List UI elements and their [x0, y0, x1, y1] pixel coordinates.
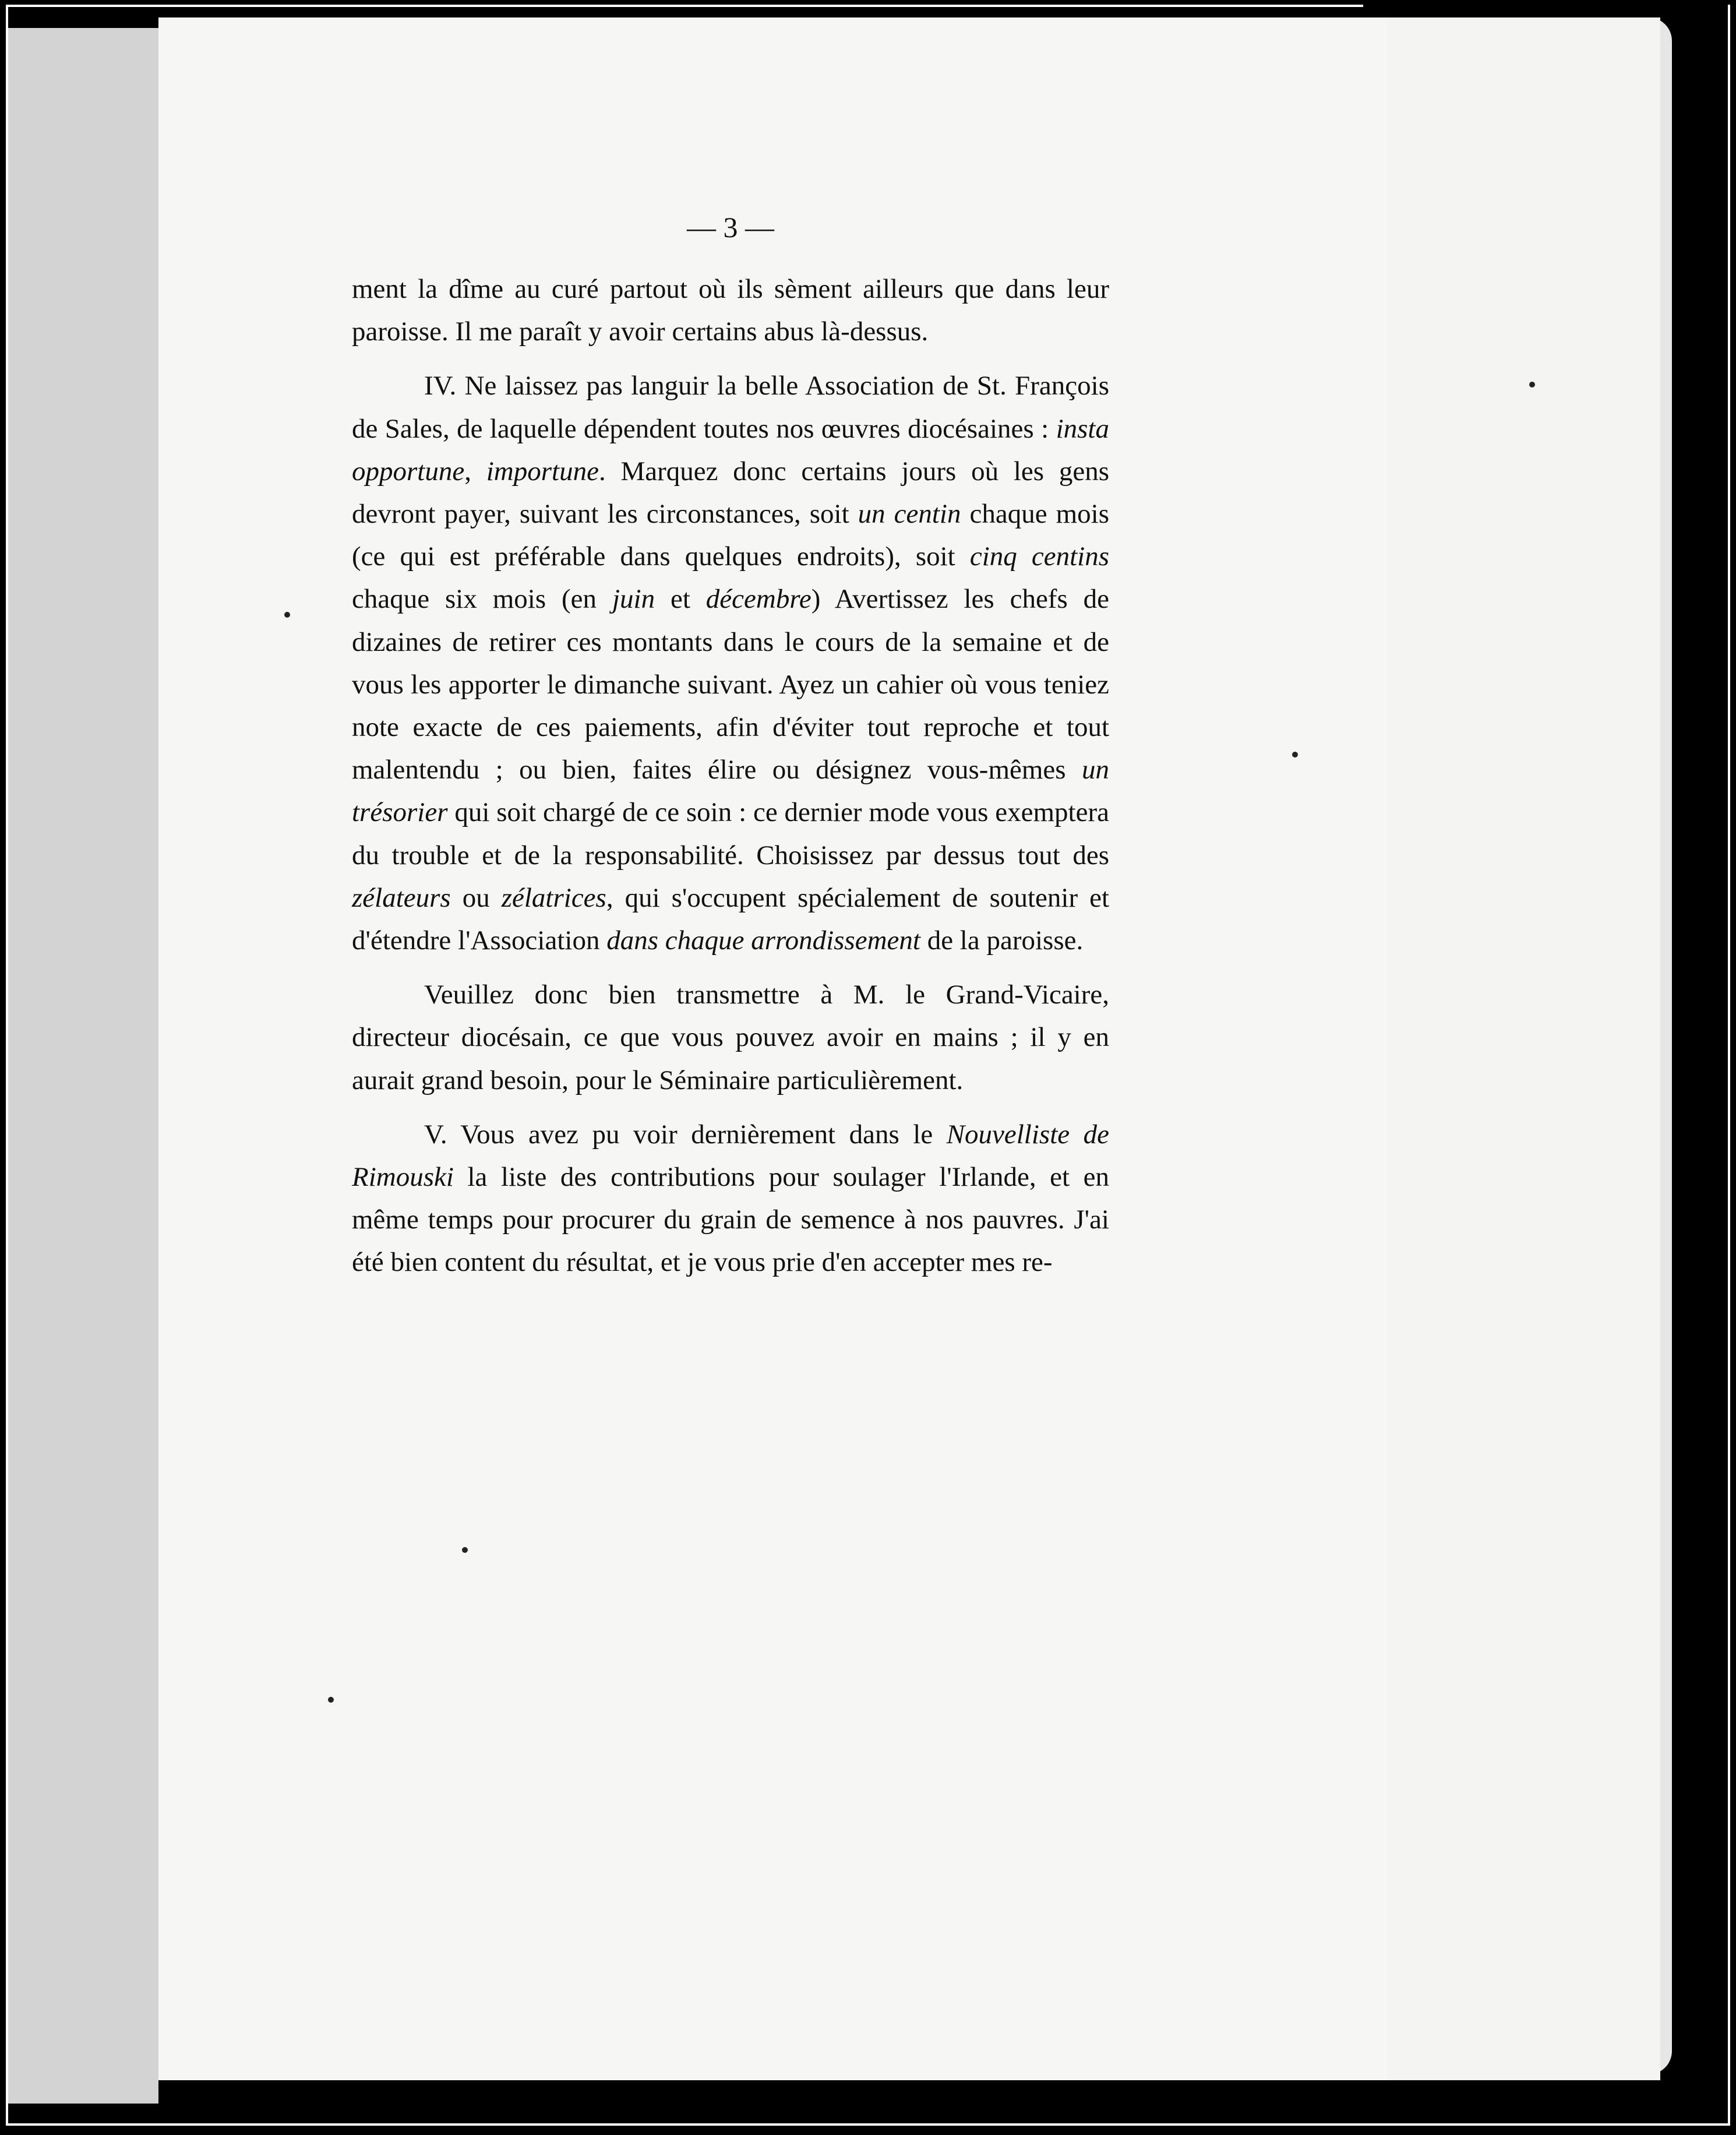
- text-run: ou: [450, 882, 502, 913]
- text-run: IV. Ne laissez pas languir la belle Association de St. François de Sales, de laquelle dépendent toutes nos œuvres diocésaines :: [352, 371, 1109, 444]
- text-run: Veuillez donc bien transmettre à M. le Grand-Vicaire, directeur diocésain, ce que vous pouvez avoir en mains ; il y en aurait grand besoin, pour le Séminaire particulièrement.: [352, 980, 1109, 1095]
- speck: [1292, 752, 1298, 758]
- document-text: [352, 210, 1109, 1284]
- text-run: . Marquez donc certains jours où les gens devront payer, suivant les circonstances, soit: [352, 456, 1110, 530]
- italic-run: un centin: [858, 499, 961, 530]
- italic-run: cinq centins: [969, 541, 1109, 572]
- text-run: la liste des contributions pour soulager l'Irlande, et en même temps pour procurer du grain de semence à nos pauvres. J'ai été bien content du résultat, et je vous prie d'en accepter mes re-: [352, 1162, 1109, 1278]
- text-run: , qui s'occupent spécialement de soutenir et d'étendre l'Association: [352, 882, 1110, 956]
- italic-run: insta opportune: [352, 413, 1109, 487]
- scan-frame-right: [1728, 5, 1730, 2126]
- speck: [462, 1547, 468, 1553]
- scan-frame-top: [6, 5, 1363, 7]
- text-run: ,: [464, 456, 486, 487]
- text-run: V. Vous avez pu voir dernièrement dans le: [424, 1119, 947, 1150]
- speck: [1529, 382, 1535, 387]
- paragraph-irlande: [352, 1114, 1109, 1284]
- speck: [284, 612, 290, 618]
- page-number: — 3 —: [687, 211, 774, 244]
- text-run: qui soit chargé de ce soin : ce dernier mode vous exemptera du trouble et de la responsabilité. Choisissez par dessus tout des: [352, 797, 1109, 871]
- italic-run: importune: [486, 456, 599, 487]
- left-page-edge: [8, 28, 158, 2104]
- italic-run: zélateurs: [352, 882, 451, 913]
- italic-run: Nouvelliste de Rimouski: [352, 1119, 1109, 1193]
- text-run: chaque six mois (en: [352, 584, 612, 615]
- italic-run: juin: [612, 584, 655, 615]
- text-run: de la paroisse.: [920, 925, 1084, 956]
- paragraph-grand-vicaire: [352, 974, 1109, 1102]
- text-run: ) Avertissez les chefs de dizaines de retirer ces montants dans le cours de la semaine et de vous les apporter le dimanche suivant. Ayez un cahier où vous teniez note exacte de ces paiements, afin d'éviter tout reproche et tout malentendu ; ou bien, faites élire ou désignez vous-mêmes: [352, 584, 1109, 785]
- italic-run: décembre: [705, 584, 811, 615]
- text-run: chaque mois (ce qui est préférable dans quelques endroits), soit: [352, 499, 1109, 572]
- paragraph-association: [352, 365, 1109, 962]
- italic-run: dans chaque arrondissement: [606, 925, 920, 956]
- speck: [328, 1697, 334, 1703]
- italic-run: un trésorier: [352, 755, 1109, 828]
- scan-frame-bottom: [6, 2123, 1730, 2126]
- paragraph-tithe: [352, 268, 1109, 353]
- text-run: et: [655, 584, 706, 615]
- text-run: ment la dîme au curé partout où ils sèment ailleurs que dans leur paroisse. Il me paraît y avoir certains abus là-dessus.: [352, 274, 1109, 347]
- italic-run: zélatrices: [501, 882, 606, 913]
